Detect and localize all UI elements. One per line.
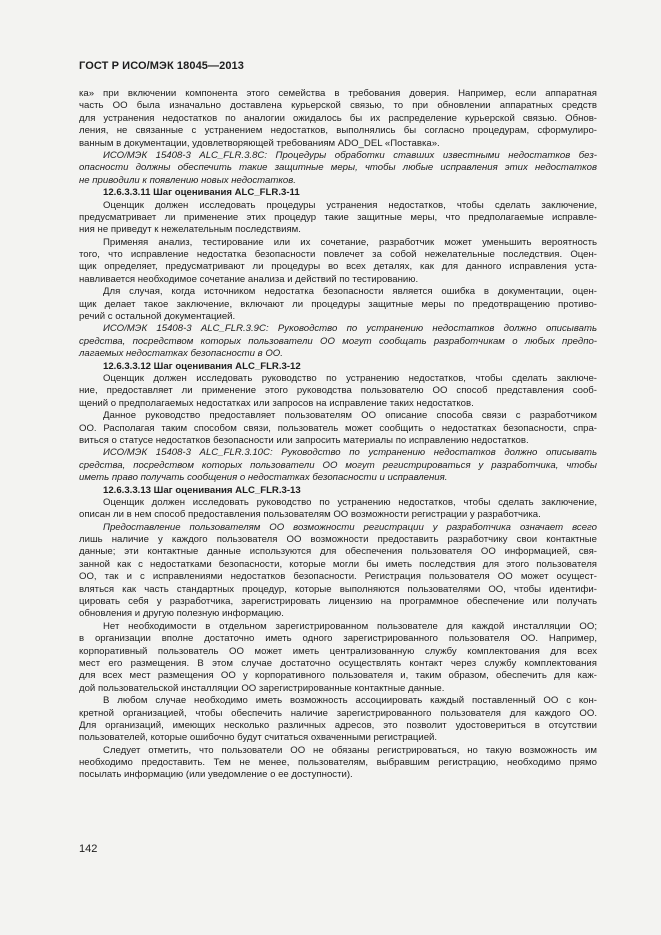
paragraph: [79, 745, 597, 782]
text-line: цировать себя у разработчика, зарегистрировать лицензию на программное обеспечение или получать: [79, 596, 597, 608]
paragraph: [79, 621, 597, 695]
text-line: корпоративный пользователь ОО может иметь централизованную службу комплектования для всех: [79, 645, 597, 657]
paragraph: [79, 88, 597, 150]
text-line: Для случая, когда источником недостатка безопасности является ошибка в документации, оцен-: [103, 286, 597, 298]
text-line: того, что исправление недостатка безопасности повлечет за собой нежелательные последствия. Оцен-: [79, 249, 597, 261]
paragraph: [79, 286, 597, 323]
paragraph: [79, 695, 597, 745]
text-line: ние, предоставляет ли применение этого руководства пользователю ОО способ представления сооб-: [79, 385, 597, 397]
text-line: часть ОО была изначально доставлена курьерской связью, то при обновлении аппаратных средств: [79, 100, 597, 112]
text-line: Применяя анализ, тестирование или их сочетание, разработчик может уменьшить вероятность: [103, 236, 597, 248]
text-line: опасности должны обеспечить такие защитные меры, чтобы любые исправления этих недостатков: [79, 162, 597, 174]
text-line: пользователей, которые ошибочно будут считаться охваченными регистрацией.: [79, 732, 438, 744]
paragraph: [79, 373, 597, 410]
section-heading: 12.6.3.3.11 Шаг оценивания ALC_FLR.3-11: [103, 187, 300, 199]
text-line: ления, не связанные с устранением недостатков, выполнялись бы согласно процедурам, сформулиро-: [79, 125, 597, 137]
text-line: Оценщик должен исследовать руководство по устранению недостатков, чтобы сделать заключение,: [103, 496, 597, 508]
paragraph: [79, 410, 597, 447]
text-line: лагаемых недостатках безопасности в ОО.: [79, 348, 283, 360]
text-line: навливается необходимое сочетание анализа и действий по тестированию.: [79, 273, 419, 285]
text-line: кретной организацией, чтобы обеспечить наличие зарегистрированного пользователя для каждого ОО.: [79, 707, 597, 719]
text-line: Нет необходимости в отдельном зарегистрированном пользователе для каждой инсталляции ОО;: [103, 620, 597, 632]
text-line: Для организаций, имеющих несколько различных адресов, это позволит удостовериться в отсутствии: [79, 719, 597, 731]
text-line: предусматривает ли применение этих процедур такие защитные меры, что предполагаемые исправле-: [79, 211, 597, 223]
requirement-paragraph: [79, 447, 597, 484]
text-line: лишь наличие у каждого пользователя ОО возможности предоставить разработчику свои контактные: [79, 534, 597, 546]
paragraph: [79, 522, 597, 621]
text-line: ка» при включении компонента этого семейства в требования доверия. Например, если аппаратная: [79, 88, 597, 99]
text-line: щений о предполагаемых недостатках или запросов на исправление таких недостатков.: [79, 397, 474, 409]
text-line: Следует отметить, что пользователи ОО не обязаны регистрироваться, но такую возможность им: [103, 744, 597, 756]
text-line: иметь право получать сообщения о недостатках безопасности и исправления.: [79, 472, 448, 484]
requirement-paragraph: [79, 150, 597, 187]
text-line: Оценщик должен исследовать процедуры устранения недостатков, чтобы сделать заключение,: [103, 199, 597, 211]
text-line: Данное руководство предоставляет пользователям ОО описание способа связи с разработчиком: [103, 410, 597, 422]
page-header: ГОСТ Р ИСО/МЭК 18045—2013: [79, 60, 244, 72]
text-line: средства, посредством которых пользователи ОО могут регистрироваться у разработчика, чтобы: [79, 459, 597, 471]
text-line: речий с остальной документацией.: [79, 311, 236, 323]
text-line: ИСО/МЭК 15408-3 ALC_FLR.3.8C: Процедуры обработки ставших известными недостатков без-: [103, 149, 597, 161]
paragraph: [79, 237, 597, 287]
text-line: ИСО/МЭК 15408-3 ALC_FLR.3.9C: Руководство по устранению недостатков должно описывать: [103, 323, 597, 335]
text-line: описан ли в нем способ предоставления пользователям ОО возможности регистрации у разработчика.: [79, 509, 541, 521]
text-line: для устранения недостатков по аналогии ожидалось бы их распределение курьерской связью. Обнов-: [79, 112, 597, 124]
section-heading: 12.6.3.3.12 Шаг оценивания ALC_FLR.3-12: [103, 360, 301, 372]
paragraph: [79, 200, 597, 237]
text-line: не приводили к появлению новых недостатков.: [79, 174, 296, 186]
text-line: щик определяет, предусматривают ли процедуры во всех деталях, как для данного исправления уста-: [79, 261, 597, 273]
text-line: вляться как часть стандартных процедур, которые выполняются пользователями ОО, чтобы идентифи-: [79, 583, 597, 595]
text-line: мест его размещения. В этом случае достаточно осуществлять контакт через службу комплектования: [79, 657, 597, 669]
text-line: щик делает такое заключение, включают ли процедуры защитные меры по предотвращению противо-: [79, 298, 597, 310]
text-line: обновления и другую полезную информацию.: [79, 608, 284, 620]
text-line: Предоставление пользователям ОО возможности регистрации у разработчика означает всего: [103, 521, 597, 533]
paragraph: [79, 497, 597, 522]
text-line: Оценщик должен исследовать руководство по устранению недостатков, чтобы сделать заключе-: [103, 372, 597, 384]
document-body: [79, 88, 597, 782]
text-line: для всех мест размещения ОО у корпоративного пользователя и, таким образом, обеспечить для каж-: [79, 670, 597, 682]
text-line: В любом случае необходимо иметь возможность ассоциировать каждый поставленный ОО с кон-: [103, 695, 597, 707]
text-line: данные; эти контактные данные используются для обеспечения пользователя ОО информацией, свя-: [79, 546, 597, 558]
text-line: средства, посредством которых пользователи ОО могут сообщать разработчикам о любых предпо-: [79, 335, 597, 347]
text-line: необходимо предоставить. Тем не менее, пользователям, выбравшим регистрацию, необходимо прямо: [79, 757, 597, 769]
text-line: посылать информацию (или уведомление о ее доступности).: [79, 769, 353, 781]
text-line: ИСО/МЭК 15408-3 ALC_FLR.3.10C: Руководство по устранению недостатков должно описывать: [103, 447, 597, 459]
text-line: виться о статусе недостатков безопасности или запросить материалы по исправлению недостатков.: [79, 434, 529, 446]
text-line: занной как с недостатками безопасности, которые могли бы иметь последствия для этого пользователя: [79, 558, 597, 570]
section-heading: 12.6.3.3.13 Шаг оценивания ALC_FLR.3-13: [103, 484, 301, 496]
page-number: 142: [79, 843, 98, 855]
text-line: ОО, так и с исправлениями недостатков безопасности. Регистрация пользователя ОО может осущест-: [79, 571, 597, 583]
text-line: ния не приведут к нежелательным последствиям.: [79, 224, 301, 236]
requirement-paragraph: [79, 323, 597, 360]
text-line: в организации вполне достаточно иметь одного зарегистрированного пользователя ОО. Например,: [79, 633, 597, 645]
text-line: дой пользовательской инсталляции ОО зарегистрированные контактные данные.: [79, 682, 445, 694]
text-line: ванным в документации, удовлетворяющей требованиям ADO_DEL «Поставка».: [79, 137, 440, 149]
text-line: ОО. Располагая таким способом связи, пользователь может сообщить о недостатках безопасности, спра-: [79, 422, 597, 434]
